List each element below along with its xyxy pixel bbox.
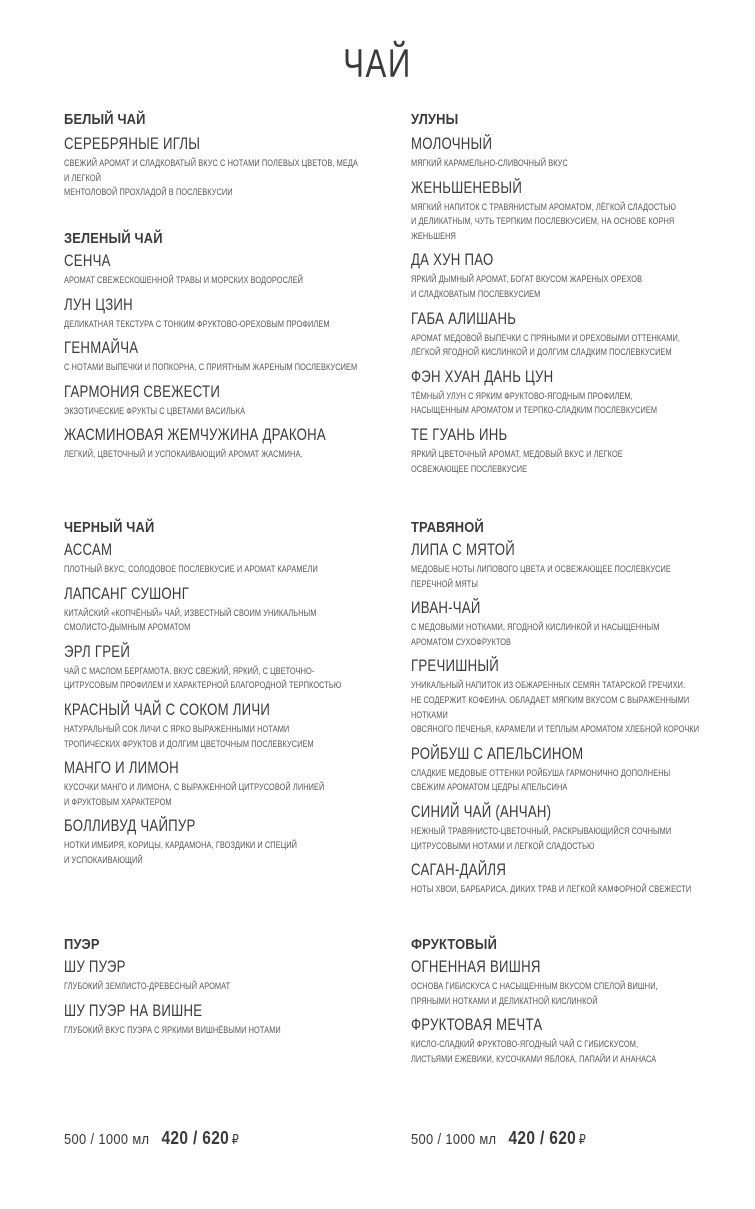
menu-item: [411, 656, 755, 736]
menu-item: [411, 957, 755, 1008]
menu-item: [64, 295, 424, 332]
item-name: ЛАПСАНГ СУШОНГ: [64, 584, 190, 603]
section-heading: ЗЕЛЕНЫЙ ЧАЙ: [64, 230, 163, 247]
item-description: НАТУРАЛЬНЫЙ СОК ЛИЧИ С ЯРКО ВЫРАЖЕННЫМИ НОТАМИ ТРОПИЧЕСКИХ ФРУКТОВ И ДОЛГИМ ЦВЕТОЧНЫМ ПОСЛЕВКУСИЕМ: [64, 723, 314, 749]
item-description: С НОТАМИ ВЫПЕЧКИ И ПОПКОРНА, С ПРИЯТНЫМ ЖАРЕНЫМ ПОСЛЕВКУСИЕМ: [64, 362, 358, 373]
section-fruit: [411, 935, 755, 1066]
item-description: МЯГКИЙ КАРАМЕЛЬНО-СЛИВОЧНЫЙ ВКУС: [411, 158, 568, 168]
menu-item: [411, 178, 755, 244]
item-description: ЯРКИЙ ЦВЕТОЧНЫЙ АРОМАТ, МЕДОВЫЙ ВКУС И ЛЕГКОЕ ОСВЕЖАЮЩЕЕ ПОСЛЕВКУСИЕ: [411, 448, 623, 474]
menu-item: [411, 802, 755, 853]
menu-item: [411, 367, 755, 418]
item-description: АРОМАТ СВЕЖЕСКОШЕННОЙ ТРАВЫ И МОРСКИХ ВОДОРОСЛЕЙ: [64, 275, 304, 285]
item-description: С МЕДОВЫМИ НОТКАМИ, ЯГОДНОЙ КИСЛИНКОЙ И НАСЫЩЕННЫМ АРОМАТОМ СУХОФРУКТОВ: [411, 622, 660, 647]
item-description: ТЁМНЫЙ УЛУН С ЯРКИМ ФРУКТОВО-ЯГОДНЫМ ПРОФИЛЕМ, НАСЫЩЕННЫМ АРОМАТОМ И ТЕРПКО-СЛАДКИМ ПОСЛЕВКУСИЕМ: [411, 390, 658, 416]
item-description: НОТЫ ХВОИ, БАРБАРИСА, ДИКИХ ТРАВ И ЛЕГКОЙ КАМФОРНОЙ СВЕЖЕСТИ: [411, 884, 692, 895]
menu-item: [64, 642, 424, 693]
item-name: СЕНЧА: [64, 252, 111, 270]
item-description: ГЛУБОКИЙ ВКУС ПУЭРА С ЯРКИМИ ВИШНЁВЫМИ НОТАМИ: [64, 1024, 281, 1035]
item-name: ЭРЛ ГРЕЙ: [64, 642, 131, 661]
item-name: ЛИПА С МЯТОЙ: [411, 541, 515, 559]
item-description: УНИКАЛЬНЫЙ НАПИТОК ИЗ ОБЖАРЕННЫХ СЕМЯН ТАТАРСКОЙ ГРЕЧИХИ. НЕ СОДЕРЖИТ КОФЕИНА. ОБЛАДАЕТ МЯГКИМ ВКУСОМ С ВЫРАЖЕННЫМИ НОТКАМИ ОВСЯНОГО ПЕЧЕНЬЯ, КАРАМЕЛИ И ТЕПЛЫМ АРОМАТОМ ХЛЕБНОЙ КОРОЧКИ: [411, 680, 700, 735]
item-description: СЛАДКИЕ МЕДОВЫЕ ОТТЕНКИ РОЙБУША ГАРМОНИЧНО ДОПОЛНЕНЫ СВЕЖИМ АРОМАТОМ ЦЕДРЫ АПЕЛЬСИНА: [411, 767, 671, 793]
item-name: САГАН-ДАЙЛЯ: [411, 861, 507, 880]
item-description: МЕДОВЫЕ НОТЫ ЛИПОВОГО ЦВЕТА И ОСВЕЖАЮЩЕЕ ПОСЛЕВКУСИЕ ПЕРЕЧНОЙ МЯТЫ: [411, 564, 671, 589]
menu-item: [411, 744, 755, 795]
item-name: ДА ХУН ПАО: [411, 251, 494, 270]
item-name: МАНГО И ЛИМОН: [64, 759, 179, 778]
item-description: ГЛУБОКИЙ ЗЕМЛИСТО-ДРЕВЕСНЫЙ АРОМАТ: [64, 981, 231, 991]
menu-item: [411, 860, 755, 897]
menu-item: [64, 957, 424, 994]
item-name: ЛУН ЦЗИН: [64, 295, 133, 314]
menu-item: [64, 758, 424, 809]
item-name: ФРУКТОВАЯ МЕЧТА: [411, 1016, 543, 1035]
price-right: [411, 1128, 586, 1149]
item-name: РОЙБУШ С АПЕЛЬСИНОМ: [411, 744, 584, 763]
item-name: АССАМ: [64, 541, 113, 559]
item-name: ФЭН ХУАН ДАНЬ ЦУН: [411, 367, 554, 386]
item-name: ГАБА АЛИШАНЬ: [411, 309, 517, 328]
section-white-tea: [64, 110, 424, 200]
menu-item: [64, 382, 424, 419]
item-description: ЧАЙ С МАСЛОМ БЕРГАМОТА. ВКУС СВЕЖИЙ, ЯРКИЙ, С ЦВЕТОЧНО- ЦИТРУСОВЫМ ПРОФИЛЕМ И ХАРАКТЕРНОЙ БЛАГОРОДНОЙ ТЕРПКОСТЬЮ: [64, 665, 342, 691]
item-name: СЕРЕБРЯНЫЕ ИГЛЫ: [64, 135, 201, 153]
menu-item: [64, 1001, 424, 1038]
item-name: ТЕ ГУАНЬ ИНЬ: [411, 425, 508, 444]
menu-item: [411, 134, 755, 171]
section-puer: [64, 935, 424, 1037]
menu-item: [411, 598, 755, 649]
menu-item: [411, 309, 755, 360]
menu-item: [64, 251, 424, 288]
item-description: АРОМАТ МЕДОВОЙ ВЫПЕЧКИ С ПРЯНЫМИ И ОРЕХОВЫМИ ОТТЕНКАМИ, ЛЁГКОЙ ЯГОДНОЙ КИСЛИНКОЙ И ДОЛГИМ СЛАДКИМ ПОСЛЕВКУСИЕМ: [411, 332, 681, 358]
item-description: ЯРКИЙ ДЫМНЫЙ АРОМАТ, БОГАТ ВКУСОМ ЖАРЕНЫХ ОРЕХОВ И СЛАДКОВАТЫМ ПОСЛЕВКУСИЕМ: [411, 274, 643, 299]
price-amount: 420 / 620: [508, 1128, 577, 1148]
item-name: ШУ ПУЭР: [64, 958, 126, 976]
item-name: МОЛОЧНЫЙ: [411, 135, 493, 153]
menu-item: [64, 584, 424, 635]
price-volume: 500 / 1000 мл: [411, 1131, 497, 1148]
section-heading: ФРУКТОВЫЙ: [411, 936, 498, 953]
price-amount: 420 / 620: [161, 1128, 230, 1148]
section-green-tea: [64, 229, 424, 462]
section-black-tea: [64, 518, 424, 868]
item-description: ОСНОВА ГИБИСКУСА С НАСЫЩЕННЫМ ВКУСОМ СПЕЛОЙ ВИШНИ, ПРЯНЫМИ НОТКАМИ И ДЕЛИКАТНОЙ КИСЛИНКОЙ: [411, 981, 658, 1006]
menu-item: [411, 425, 755, 476]
item-name: ОГНЕННАЯ ВИШНЯ: [411, 958, 541, 976]
item-description: МЯГКИЙ НАПИТОК С ТРАВЯНИСТЫМ АРОМАТОМ, ЛЁГКОЙ СЛАДОСТЬЮ И ДЕЛИКАТНЫМ, ЧУТЬ ТЕРПКИМ ПОСЛЕВКУСИЕМ, НА ОСНОВЕ КОРНЯ ЖЕНЬШЕНЯ: [411, 201, 677, 241]
section-herbal: [411, 518, 755, 897]
item-description: НОТКИ ИМБИРЯ, КОРИЦЫ, КАРДАМОНА, ГВОЗДИКИ И СПЕЦИЙ И УСПОКАИВАЮЩИЙ: [64, 840, 298, 865]
item-name: БОЛЛИВУД ЧАЙПУР: [64, 817, 196, 836]
item-name: ГРЕЧИШНЫЙ: [411, 657, 500, 676]
menu-item: [411, 250, 755, 301]
item-name: ГАРМОНИЯ СВЕЖЕСТИ: [64, 382, 221, 401]
section-heading: ПУЭР: [64, 936, 100, 953]
menu-item: [64, 700, 424, 751]
item-description: КИСЛО-СЛАДКИЙ ФРУКТОВО-ЯГОДНЫЙ ЧАЙ С ГИБИСКУСОМ, ЛИСТЬЯМИ ЕЖЕВИКИ, КУСОЧКАМИ ЯБЛОКА, ПАПАЙИ И АНАНАСА: [411, 1039, 657, 1064]
item-description: СВЕЖИЙ АРОМАТ И СЛАДКОВАТЫЙ ВКУС С НОТАМИ ПОЛЕВЫХ ЦВЕТОВ, МЕДА И ЛЕГКОЙ МЕНТОЛОВОЙ ПРОХЛАДОЙ В ПОСЛЕВКУСИИ: [64, 158, 358, 198]
item-description: КУСОЧКИ МАНГО И ЛИМОНА, С ВЫРАЖЕННОЙ ЦИТРУСОВОЙ ЛИНИЕЙ И ФРУКТОВЫМ ХАРАКТЕРОМ: [64, 782, 325, 807]
menu-item: [64, 425, 424, 462]
currency-symbol: ₽: [231, 1132, 239, 1147]
section-heading: ЧЕРНЫЙ ЧАЙ: [64, 519, 155, 536]
item-name: ЖАСМИНОВАЯ ЖЕМЧУЖИНА ДРАКОНА: [64, 426, 326, 445]
item-name: ШУ ПУЭР НА ВИШНЕ: [64, 1001, 203, 1020]
item-description: ПЛОТНЫЙ ВКУС, СОЛОДОВОЕ ПОСЛЕВКУСИЕ И АРОМАТ КАРАМЕЛИ: [64, 564, 318, 574]
page-title: ЧАЙ: [343, 42, 412, 86]
item-description: ЛЕГКИЙ, ЦВЕТОЧНЫЙ И УСПОКАИВАЮЩИЙ АРОМАТ ЖАСМИНА.: [64, 449, 303, 460]
menu-item: [64, 134, 424, 200]
menu-item: [411, 1015, 755, 1066]
currency-symbol: ₽: [578, 1132, 586, 1147]
menu-item: [64, 338, 424, 375]
menu-item: [64, 816, 424, 867]
section-oolong: [411, 110, 755, 476]
item-name: СИНИЙ ЧАЙ (АНЧАН): [411, 802, 552, 821]
item-description: КИТАЙСКИЙ «КОПЧЁНЫЙ» ЧАЙ, ИЗВЕСТНЫЙ СВОИМ УНИКАЛЬНЫМ СМОЛИСТО-ДЫМНЫМ АРОМАТОМ: [64, 607, 317, 633]
item-name: ГЕНМАЙЧА: [64, 339, 139, 358]
price-left: [64, 1128, 239, 1149]
item-name: КРАСНЫЙ ЧАЙ С СОКОМ ЛИЧИ: [64, 700, 271, 719]
section-heading: ТРАВЯНОЙ: [411, 519, 484, 536]
item-description: ДЕЛИКАТНАЯ ТЕКСТУРА С ТОНКИМ ФРУКТОВО-ОРЕХОВЫМ ПРОФИЛЕМ: [64, 318, 330, 329]
menu-item: [411, 540, 755, 591]
section-heading: УЛУНЫ: [411, 111, 459, 128]
section-heading: БЕЛЫЙ ЧАЙ: [64, 111, 146, 128]
menu-item: [64, 540, 424, 577]
item-name: ЖЕНЬШЕНЕВЫЙ: [411, 178, 523, 197]
item-description: ЭКЗОТИЧЕСКИЕ ФРУКТЫ С ЦВЕТАМИ ВАСИЛЬКА: [64, 405, 246, 416]
item-name: ИВАН-ЧАЙ: [411, 599, 481, 618]
item-description: НЕЖНЫЙ ТРАВЯНИСТО-ЦВЕТОЧНЫЙ, РАСКРЫВАЮЩИЙСЯ СОЧНЫМИ ЦИТРУСОВЫМИ НОТАМИ И ЛЕГКОЙ СЛАДОСТЬЮ: [411, 825, 672, 851]
price-volume: 500 / 1000 мл: [64, 1131, 150, 1148]
